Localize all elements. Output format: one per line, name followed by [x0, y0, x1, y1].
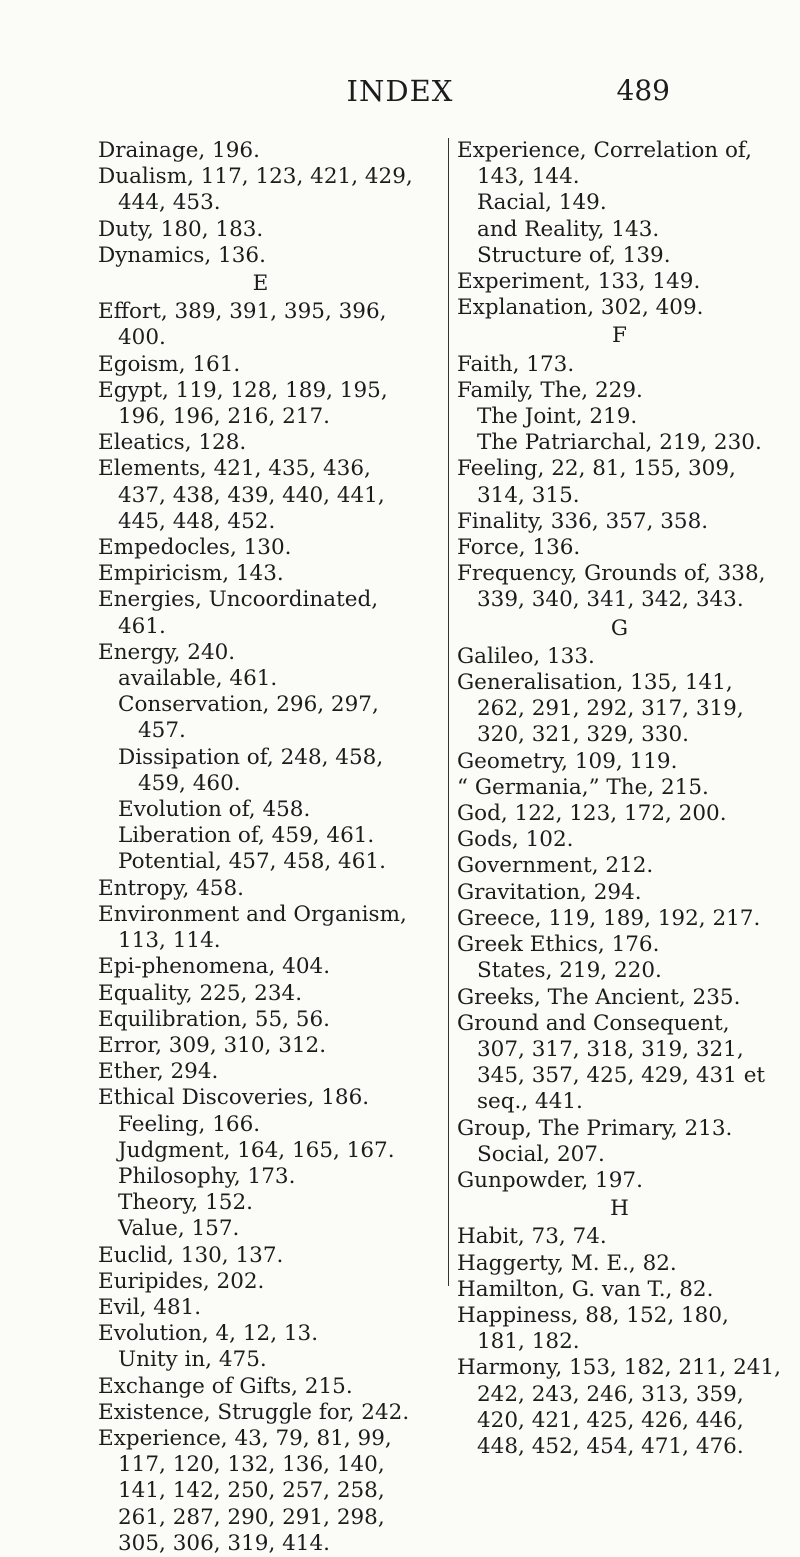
index-entry: Gravitation, 294.: [457, 879, 642, 905]
index-entry: Gunpowder, 197.: [457, 1167, 643, 1193]
index-entry: Gods, 102.: [457, 827, 574, 853]
column-divider: [448, 138, 449, 1286]
index-entry: Drainage, 196.: [98, 138, 260, 163]
index-entry: Frequency, Grounds of, 338, 339, 340, 341, 342, 343.: [457, 561, 766, 613]
index-entry: Geometry, 109, 119.: [457, 748, 678, 774]
index-subentry: Value, 157.: [118, 1216, 240, 1242]
index-entry: Eleatics, 128.: [98, 430, 247, 456]
section-letter: E: [252, 271, 269, 297]
index-entry: Ground and Consequent, 307, 317, 318, 319, 321, 345, 357, 425, 429, 431 et seq., 441.: [457, 1010, 766, 1115]
index-entry: Faith, 173.: [457, 351, 575, 377]
index-entry: Feeling, 22, 81, 155, 309, 314, 315.: [457, 456, 736, 508]
index-entry: Greek Ethics, 176.: [457, 932, 660, 958]
index-subentry: Philosophy, 173.: [118, 1163, 296, 1189]
index-entry: Group, The Primary, 213.: [457, 1115, 733, 1141]
index-subentry: Dissipation of, 248, 458, 459, 460.: [118, 744, 384, 796]
index-subentry: Theory, 152.: [118, 1190, 253, 1216]
index-subentry: available, 461.: [118, 666, 278, 692]
index-entry: Egoism, 161.: [98, 351, 241, 377]
index-entry: Greeks, The Ancient, 235.: [457, 984, 741, 1010]
index-entry: Generalisation, 135, 141, 262, 291, 292, 317, 319, 320, 321, 329, 330.: [457, 670, 744, 748]
index-entry: Euclid, 130, 137.: [98, 1242, 284, 1268]
index-subentry: Feeling, 166.: [118, 1111, 261, 1137]
index-entry: Explanation, 302, 409.: [457, 295, 704, 321]
index-entry: Habit, 73, 74.: [457, 1224, 607, 1250]
index-subentry: States, 219, 220.: [477, 958, 662, 984]
index-entry: “ Germania,” The, 215.: [457, 774, 709, 800]
index-subentry: The Joint, 219.: [477, 404, 638, 430]
index-subentry: Evolution of, 458.: [118, 797, 311, 823]
index-entry: Experiment, 133, 149.: [457, 269, 701, 295]
index-subentry: Unity in, 475.: [118, 1347, 267, 1373]
index-entry: Exchange of Gifts, 215.: [98, 1373, 353, 1399]
index-subentry: Structure of, 139.: [477, 242, 671, 268]
index-entry: Euripides, 202.: [98, 1268, 265, 1294]
index-entry: Harmony, 153, 182, 211, 241, 242, 243, 246, 313, 359, 420, 421, 425, 426, 446, 448, 452, 454, 471, 476.: [457, 1355, 781, 1459]
index-entry: Hamilton, G. van T., 82.: [457, 1276, 714, 1302]
section-letter: H: [610, 1196, 629, 1222]
section-letter: G: [610, 615, 629, 641]
index-entry: Government, 212.: [457, 853, 654, 879]
index-column-left: [98, 138, 423, 1557]
index-entry: Evil, 481.: [98, 1294, 202, 1320]
index-entry: Entropy, 458.: [98, 875, 244, 901]
index-entry: Family, The, 229.: [457, 377, 643, 403]
index-entry: Egypt, 119, 128, 189, 195, 196, 196, 216, 217.: [98, 377, 388, 430]
index-entry: Experience, Correlation of, 143, 144.: [457, 138, 752, 190]
index-entry: Existence, Struggle for, 242.: [98, 1399, 410, 1425]
index-entry: Happiness, 88, 152, 180, 181, 182.: [457, 1302, 729, 1355]
section-letter: F: [612, 323, 627, 349]
index-subentry: Social, 207.: [477, 1141, 605, 1167]
index-entry: Dualism, 117, 123, 421, 429, 444, 453.: [98, 164, 413, 216]
index-entry: Epi-phenomena, 404.: [98, 954, 331, 980]
index-entry: Equality, 225, 234.: [98, 980, 303, 1006]
index-entry: Empiricism, 143.: [98, 561, 284, 587]
index-entry: Error, 309, 310, 312.: [98, 1032, 327, 1058]
index-entry: Environment and Organism, 113, 114.: [98, 901, 407, 954]
index-entry: Galileo, 133.: [457, 643, 595, 669]
index-entry: Experience, 43, 79, 81, 99, 117, 120, 132, 136, 140, 141, 142, 250, 257, 258, 261, 287, 290, 291, 298, 305, 306, 319, 414.: [98, 1425, 392, 1556]
index-entry: Greece, 119, 189, 192, 217.: [457, 905, 761, 931]
index-entry: Equilibration, 55, 56.: [98, 1006, 330, 1032]
index-entry: God, 122, 123, 172, 200.: [457, 801, 727, 827]
index-entry: Elements, 421, 435, 436, 437, 438, 439, 440, 441, 445, 448, 452.: [98, 456, 385, 534]
index-entry: Finality, 336, 357, 358.: [457, 508, 709, 534]
page-title: INDEX: [346, 74, 454, 108]
index-entry: Ethical Discoveries, 186.: [98, 1085, 370, 1111]
page-number: 489: [616, 74, 670, 107]
index-entry: Force, 136.: [457, 535, 581, 561]
index-entry: Haggerty, M. E., 82.: [457, 1250, 677, 1276]
index-entry: Energy, 240.: [98, 639, 236, 665]
index-column-right: [457, 138, 782, 1460]
index-subentry: Conservation, 296, 297, 457.: [118, 692, 379, 744]
index-entry: Effort, 389, 391, 395, 396, 400.: [98, 299, 387, 351]
index-subentry: Potential, 457, 458, 461.: [118, 849, 386, 875]
index-entry: Empedocles, 130.: [98, 535, 292, 561]
page-header: [0, 74, 800, 114]
index-entry: Energies, Uncoordinated, 461.: [98, 587, 379, 639]
index-subentry: and Reality, 143.: [477, 216, 660, 242]
index-entry: Duty, 180, 183.: [98, 216, 264, 242]
index-entry: Evolution, 4, 12, 13.: [98, 1321, 319, 1347]
index-subentry: Racial, 149.: [477, 190, 607, 216]
index-subentry: Judgment, 164, 165, 167.: [118, 1137, 395, 1163]
index-subentry: The Patriarchal, 219, 230.: [477, 430, 762, 456]
index-entry: Dynamics, 136.: [98, 242, 266, 268]
index-entry: Ether, 294.: [98, 1059, 219, 1085]
index-subentry: Liberation of, 459, 461.: [118, 823, 375, 849]
